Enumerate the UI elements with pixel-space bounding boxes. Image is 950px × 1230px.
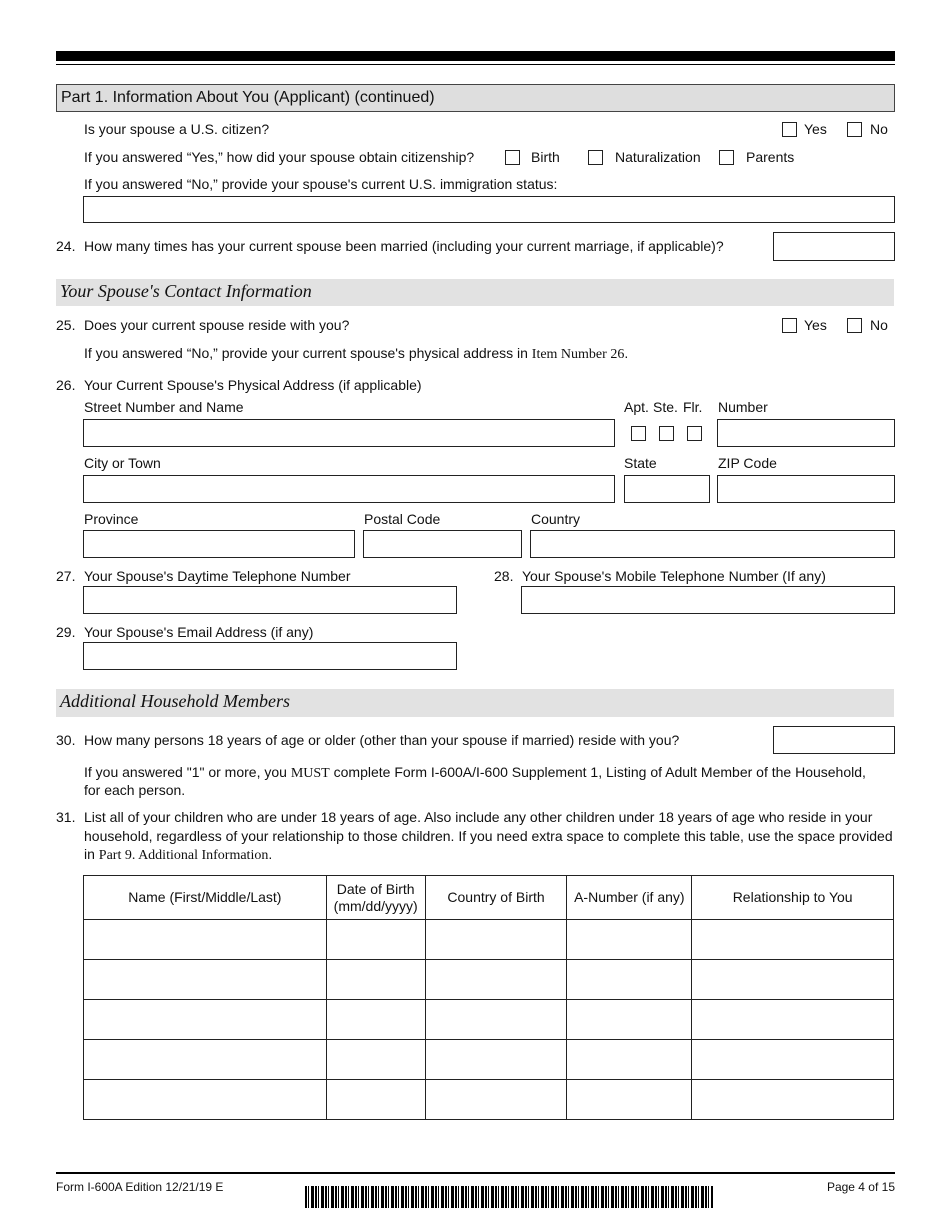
- q30-note-line1: [84, 763, 866, 783]
- q30-note-prefix: If you answered "1" or more, you: [84, 764, 291, 780]
- q31-line3-prefix: in: [84, 846, 99, 862]
- child-country-cell[interactable]: [425, 960, 567, 1000]
- province-label: Province: [84, 511, 139, 527]
- child-relationship-cell[interactable]: [692, 1000, 894, 1040]
- child-name-cell[interactable]: [84, 1080, 327, 1120]
- adult-count-input[interactable]: [773, 726, 895, 754]
- q31-line2: household, regardless of your relationship to those children. If you need extra space to complete this table, use the space provided: [84, 828, 893, 844]
- children-table-header: [84, 876, 894, 920]
- q31-line3-ref: Part 9. Additional Information: [98, 848, 269, 863]
- footer-form-edition: Form I-600A Edition 12/21/19 E: [56, 1180, 224, 1194]
- part-header-title: Part 1. Information About You (Applicant) (continued): [61, 89, 435, 106]
- postal-label: Postal Code: [364, 511, 441, 527]
- q30-number: 30.: [56, 732, 76, 748]
- citizen-yes-label: Yes: [804, 121, 827, 137]
- parents-checkbox[interactable]: [719, 150, 734, 165]
- state-label: State: [624, 455, 657, 471]
- citizen-yes-checkbox[interactable]: [782, 122, 797, 137]
- table-row: [84, 1080, 894, 1120]
- q29-number: 29.: [56, 624, 76, 640]
- q26-number: 26.: [56, 377, 76, 393]
- col-header-relationship: Relationship to You: [692, 876, 894, 920]
- table-row: [84, 1000, 894, 1040]
- apt-number-input[interactable]: [717, 419, 895, 447]
- mobile-phone-input[interactable]: [521, 586, 895, 614]
- col-header-country: Country of Birth: [425, 876, 567, 920]
- q-citizen-label: Is your spouse a U.S. citizen?: [84, 121, 270, 137]
- city-label: City or Town: [84, 455, 161, 471]
- q31-line3-suffix: .: [268, 846, 273, 862]
- flr-checkbox[interactable]: [687, 426, 702, 441]
- q29-label: Your Spouse's Email Address (if any): [84, 624, 314, 640]
- section-spouse-contact: [56, 279, 894, 306]
- child-name-cell[interactable]: [84, 960, 327, 1000]
- footer-rule: [56, 1172, 895, 1174]
- q27-label: Your Spouse's Daytime Telephone Number: [84, 568, 351, 584]
- naturalization-checkbox[interactable]: [588, 150, 603, 165]
- q28-label: Your Spouse's Mobile Telephone Number (If any): [522, 568, 826, 584]
- q27-number: 27.: [56, 568, 76, 584]
- q25-note-ref: Item Number 26: [531, 347, 625, 362]
- immigration-status-input[interactable]: [83, 196, 895, 223]
- child-country-cell[interactable]: [425, 1040, 567, 1080]
- parents-label: Parents: [746, 149, 795, 165]
- col-header-anumber: A-Number (if any): [567, 876, 692, 920]
- child-relationship-cell[interactable]: [692, 920, 894, 960]
- citizen-no-label: No: [870, 121, 888, 137]
- q25-number: 25.: [56, 317, 76, 333]
- child-name-cell[interactable]: [84, 920, 327, 960]
- email-input[interactable]: [83, 642, 457, 670]
- child-country-cell[interactable]: [425, 1000, 567, 1040]
- birth-checkbox[interactable]: [505, 150, 520, 165]
- child-anumber-cell[interactable]: [567, 1040, 692, 1080]
- child-country-cell[interactable]: [425, 1080, 567, 1120]
- q31-number: 31.: [56, 809, 76, 825]
- reside-no-checkbox[interactable]: [847, 318, 862, 333]
- zip-input[interactable]: [717, 475, 895, 503]
- part-header: [56, 84, 895, 112]
- barcode: [305, 1186, 713, 1208]
- q31-line3: [84, 845, 272, 865]
- child-dob-cell[interactable]: [326, 1000, 425, 1040]
- children-table-body: [84, 920, 894, 1120]
- table-row: [84, 920, 894, 960]
- child-anumber-cell[interactable]: [567, 960, 692, 1000]
- section-household-title: Additional Household Members: [60, 691, 290, 711]
- child-anumber-cell[interactable]: [567, 1080, 692, 1120]
- q26-label: Your Current Spouse's Physical Address (if applicable): [84, 377, 422, 393]
- child-relationship-cell[interactable]: [692, 960, 894, 1000]
- section-household: [56, 689, 894, 717]
- street-label: Street Number and Name: [84, 399, 244, 415]
- child-dob-cell[interactable]: [326, 920, 425, 960]
- reside-yes-checkbox[interactable]: [782, 318, 797, 333]
- col-header-name: Name (First/Middle/Last): [84, 876, 327, 920]
- child-country-cell[interactable]: [425, 920, 567, 960]
- section-spouse-contact-title: Your Spouse's Contact Information: [60, 281, 312, 301]
- col-header-dob: [326, 876, 425, 920]
- col-header-dob-format: (mm/dd/yyyy): [333, 897, 418, 914]
- country-input[interactable]: [530, 530, 895, 558]
- child-dob-cell[interactable]: [326, 1040, 425, 1080]
- q24-label: How many times has your current spouse been married (including your current marriage, if applicable)?: [84, 238, 724, 254]
- times-married-input[interactable]: [773, 232, 895, 261]
- ste-checkbox[interactable]: [659, 426, 674, 441]
- child-relationship-cell[interactable]: [692, 1040, 894, 1080]
- child-name-cell[interactable]: [84, 1000, 327, 1040]
- q25-note: [84, 344, 628, 364]
- apt-label: Apt.: [624, 399, 649, 415]
- daytime-phone-input[interactable]: [83, 586, 457, 614]
- city-input[interactable]: [83, 475, 615, 503]
- top-rule-thick: [56, 51, 895, 61]
- q25-label: Does your current spouse reside with you?: [84, 317, 350, 333]
- child-name-cell[interactable]: [84, 1040, 327, 1080]
- q-how-label: If you answered “Yes,” how did your spouse obtain citizenship?: [84, 149, 475, 165]
- q31-line1: List all of your children who are under 18 years of age. Also include any other children under 18 years of age who reside in your: [84, 809, 873, 825]
- ste-label: Ste.: [653, 399, 678, 415]
- q30-note-line2: for each person.: [84, 782, 186, 798]
- col-header-dob-title: Date of Birth: [336, 880, 415, 897]
- q30-label: How many persons 18 years of age or older (other than your spouse if married) reside with you?: [84, 732, 680, 748]
- number-label: Number: [718, 399, 768, 415]
- province-input[interactable]: [83, 530, 355, 558]
- child-dob-cell[interactable]: [326, 960, 425, 1000]
- table-row: [84, 1040, 894, 1080]
- q-status-label: If you answered “No,” provide your spouse's current U.S. immigration status:: [84, 176, 558, 192]
- naturalization-label: Naturalization: [615, 149, 701, 165]
- children-table: [83, 875, 894, 1120]
- q30-note-suffix: complete Form I-600A/I-600 Supplement 1, Listing of Adult Member of the Household,: [329, 764, 866, 780]
- country-label: Country: [531, 511, 581, 527]
- apt-checkbox[interactable]: [631, 426, 646, 441]
- reside-yes-label: Yes: [804, 317, 827, 333]
- citizen-no-checkbox[interactable]: [847, 122, 862, 137]
- postal-input[interactable]: [363, 530, 522, 558]
- table-row: [84, 960, 894, 1000]
- q24-number: 24.: [56, 238, 76, 254]
- birth-label: Birth: [531, 149, 560, 165]
- street-input[interactable]: [83, 419, 615, 447]
- q25-note-prefix: If you answered “No,” provide your current spouse's physical address in: [84, 345, 532, 361]
- state-select[interactable]: [624, 475, 710, 503]
- child-relationship-cell[interactable]: [692, 1080, 894, 1120]
- child-anumber-cell[interactable]: [567, 920, 692, 960]
- reside-no-label: No: [870, 317, 888, 333]
- q30-note-must: MUST: [290, 766, 330, 781]
- top-rule-thin: [56, 64, 895, 65]
- q28-number: 28.: [494, 568, 514, 584]
- child-dob-cell[interactable]: [326, 1080, 425, 1120]
- zip-label: ZIP Code: [718, 455, 777, 471]
- child-anumber-cell[interactable]: [567, 1000, 692, 1040]
- q25-note-suffix: .: [624, 345, 629, 361]
- flr-label: Flr.: [683, 399, 703, 415]
- footer-page-number: Page 4 of 15: [826, 1180, 895, 1194]
